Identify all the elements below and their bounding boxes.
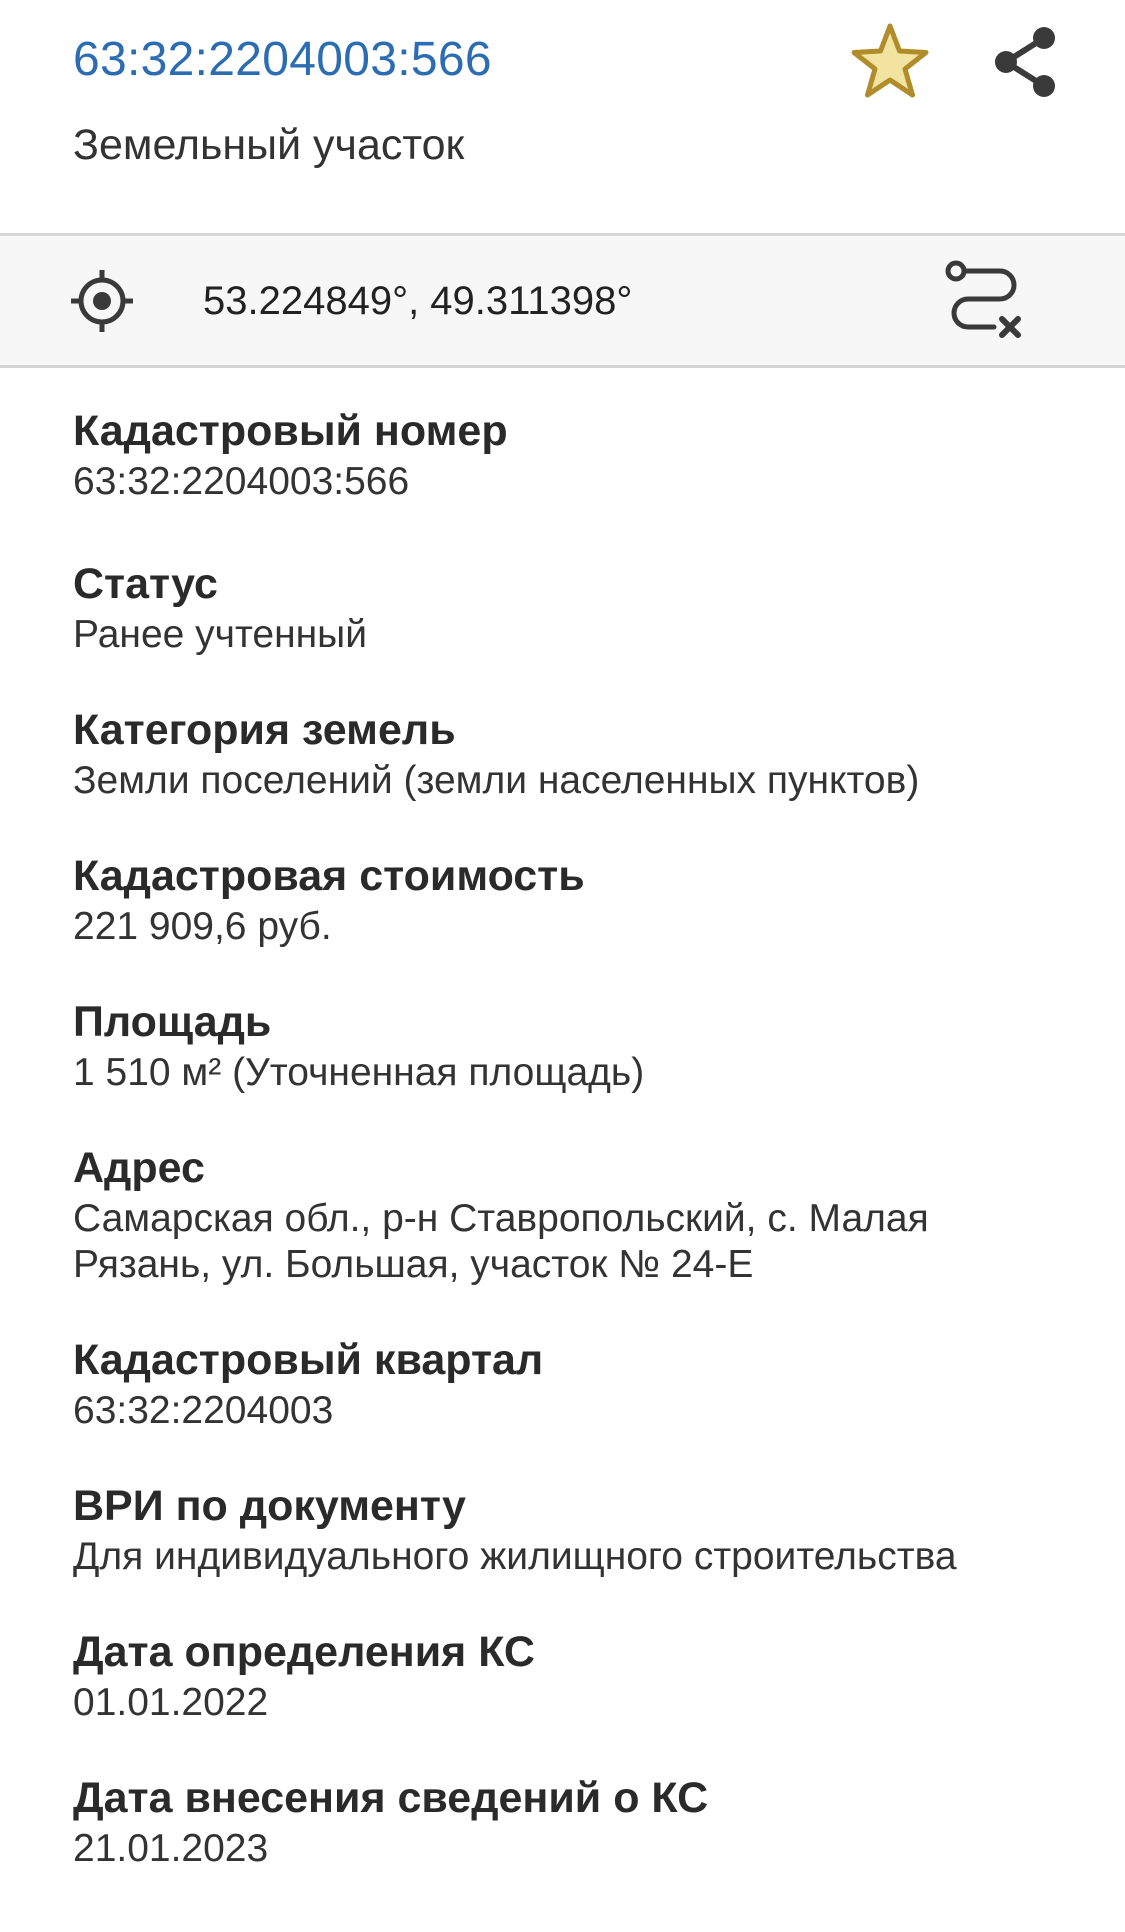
field-value: 21.01.2023 (73, 1827, 269, 1870)
favorite-button[interactable] (848, 20, 932, 104)
field-cadastral-number (73, 403, 1093, 505)
coordinates-row (0, 237, 1125, 365)
field-value: 1 510 м² (Уточненная площадь) (73, 1051, 645, 1094)
share-icon (988, 24, 1064, 100)
target-icon[interactable] (70, 269, 134, 333)
field-label: Категория земель (73, 706, 456, 754)
object-type: Земельный участок (73, 121, 465, 169)
field-value: Для индивидуального жилищного строительства (73, 1535, 957, 1578)
coordinates-text[interactable]: 53.224849°, 49.311398° (203, 279, 633, 323)
field-land-category (73, 702, 1093, 804)
field-valuation-date (73, 1624, 1093, 1726)
field-label: Дата определения КС (73, 1628, 535, 1676)
field-cadastral-value (73, 848, 1093, 950)
coordinates-divider (0, 365, 1125, 368)
field-value: 63:32:2204003 (73, 1389, 334, 1432)
field-label: Адрес (73, 1144, 205, 1192)
field-value: 01.01.2022 (73, 1681, 269, 1724)
field-label: Кадастровый номер (73, 407, 508, 455)
field-area (73, 994, 1093, 1096)
field-value: 63:32:2204003:566 (73, 460, 410, 503)
field-label: Площадь (73, 998, 272, 1046)
field-label: Кадастровая стоимость (73, 852, 585, 900)
object-header (0, 0, 1125, 234)
header-divider (0, 233, 1125, 236)
field-permitted-use (73, 1478, 1093, 1580)
route-clear-icon[interactable] (942, 259, 1026, 343)
field-label: Дата внесения сведений о КС (73, 1774, 709, 1822)
field-label: ВРИ по документу (73, 1482, 466, 1530)
field-cadastral-quarter (73, 1332, 1093, 1434)
field-status (73, 556, 1093, 658)
field-value: Земли поселений (земли населенных пунктов) (73, 759, 920, 802)
star-icon (848, 20, 932, 104)
field-label: Кадастровый квартал (73, 1336, 544, 1384)
field-address (73, 1140, 1093, 1288)
share-button[interactable] (988, 24, 1064, 100)
field-value: Ранее учтенный (73, 613, 367, 656)
field-value-line: Самарская обл., р-н Ставропольский, с. Малая (73, 1197, 929, 1240)
field-value-line: Рязань, ул. Большая, участок № 24-Е (73, 1243, 754, 1286)
field-label: Статус (73, 560, 218, 608)
field-value: 221 909,6 руб. (73, 905, 332, 948)
cadastral-title: 63:32:2204003:566 (73, 33, 492, 86)
field-entry-date (73, 1770, 1093, 1872)
